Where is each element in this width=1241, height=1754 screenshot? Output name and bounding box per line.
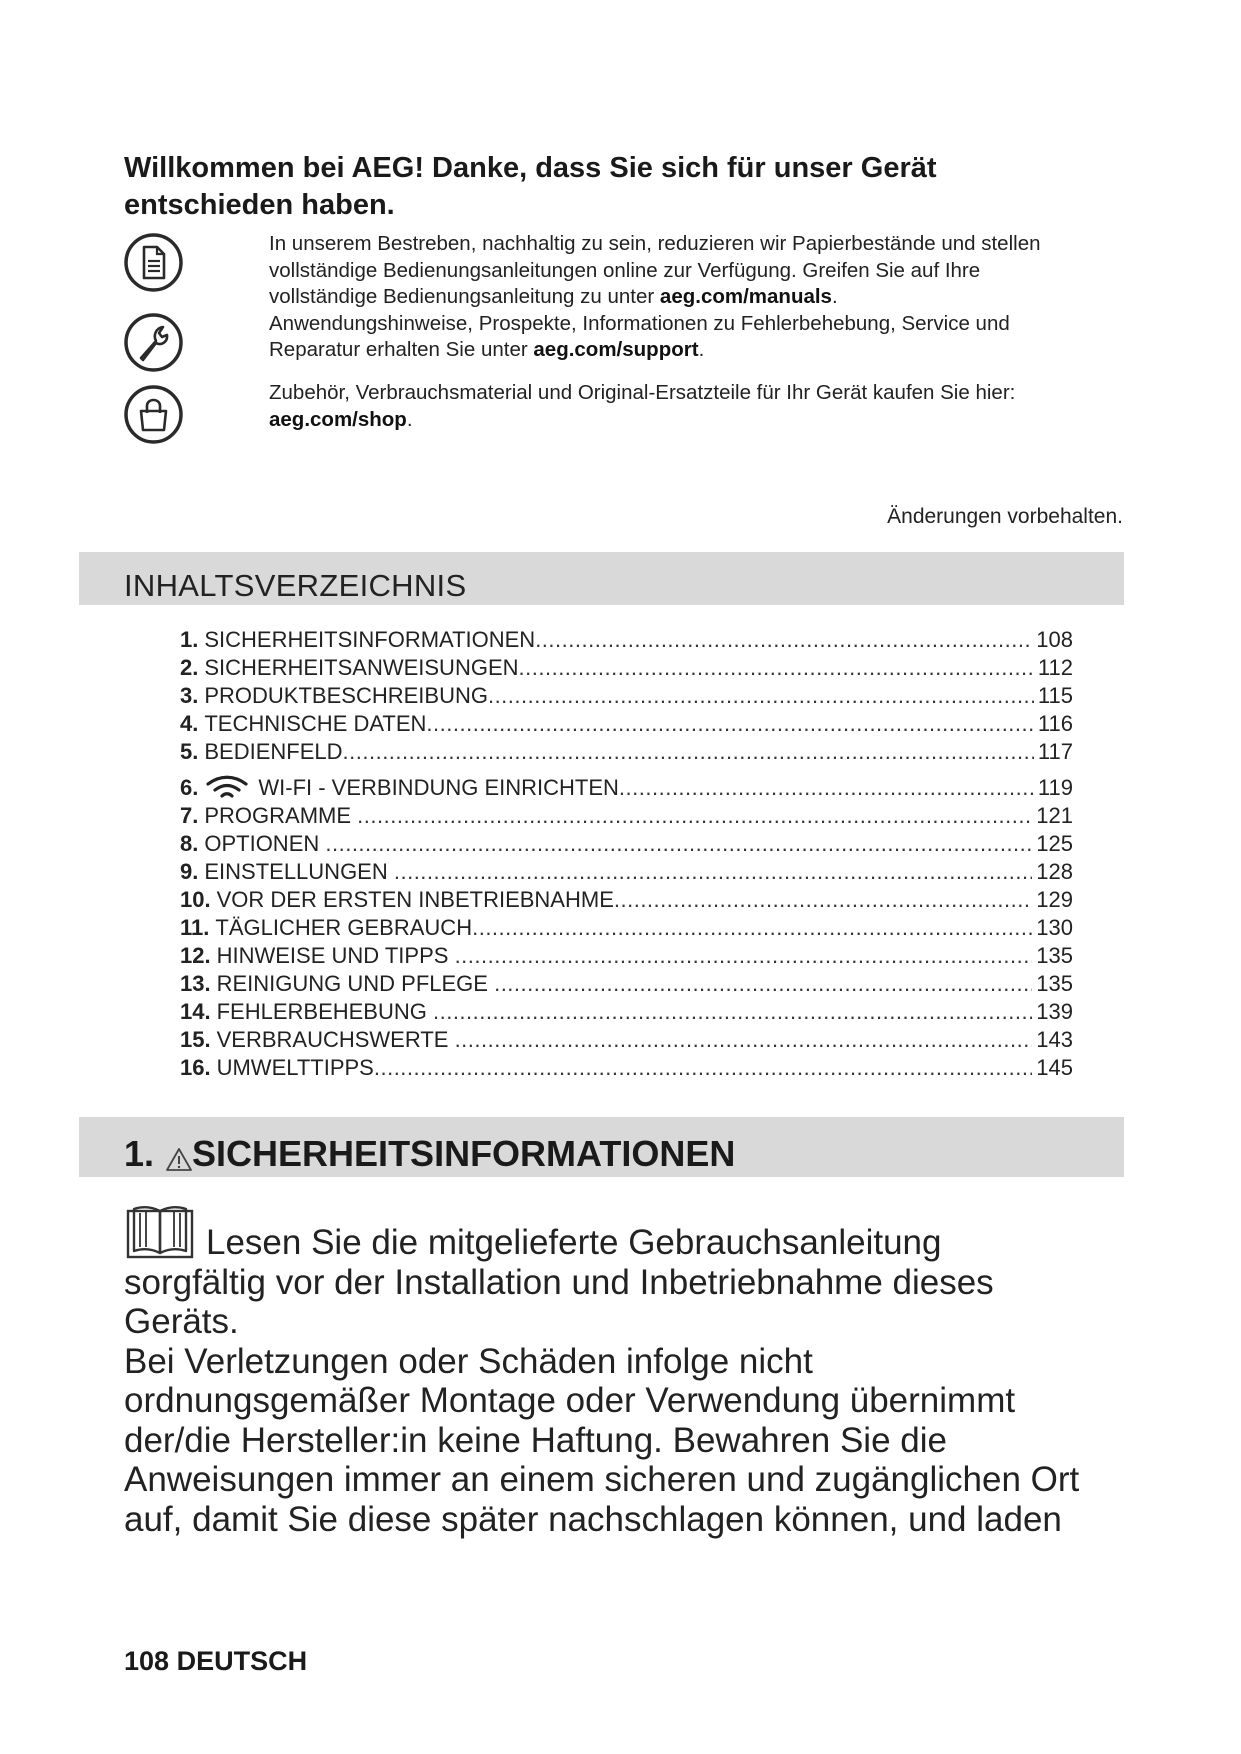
toc-item-number: 1. [180, 627, 199, 652]
manuals-paragraph: In unserem Bestreben, nachhaltig zu sein, reduzieren wir Papierbestände und stellen vollständige Bedienungsanleitungen online zur Verfügung. Greifen Sie auf Ihre vollständige Bedienungsanleitung zu unter aeg.com/manuals. Anwendungshinweise, Prospekte, Informationen zu Fehlerbehebung, Service und Reparatur erhalten Sie unter aeg.com/support. [269, 231, 1129, 364]
wifi-icon [204, 775, 250, 801]
toc-item-leader [614, 887, 1032, 913]
toc-item-label: SICHERHEITSANWEISUNGEN [204, 655, 519, 680]
warning-icon [164, 1140, 194, 1168]
toc-item[interactable] [180, 653, 1073, 681]
safety-heading-number: 1. [124, 1133, 155, 1174]
toc-item-label: FEHLERBEHEBUNG [216, 999, 433, 1024]
toc-item-leader [433, 999, 1032, 1025]
toc-item-label: TECHNISCHE DATEN [204, 711, 427, 736]
toc-item-label: UMWELTTIPPS [216, 1055, 374, 1080]
shop-paragraph: Zubehör, Verbrauchsmaterial und Original-Ersatzteile für Ihr Gerät kaufen Sie hier: aeg.com/shop. [269, 381, 1016, 431]
toc-item-page: 117 [1037, 739, 1073, 764]
toc-item-leader [494, 971, 1032, 997]
toc-item[interactable] [180, 885, 1073, 913]
toc-item[interactable] [180, 829, 1073, 857]
toc-item-number: 3. [180, 683, 199, 708]
toc-item-label: BEDIENFELD [204, 739, 343, 764]
toc-item-page: 119 [1037, 775, 1073, 800]
document-icon [123, 232, 184, 293]
page-footer [124, 1646, 307, 1677]
toc-item-page: 145 [1036, 1055, 1073, 1080]
toc-item[interactable] [180, 709, 1073, 737]
toc-item-leader [343, 739, 1034, 765]
toc-item-number: 10. [180, 887, 211, 912]
toc-item-label: PRODUKTBESCHREIBUNG [204, 683, 488, 708]
toc-item-number: 12. [180, 943, 211, 968]
toc-item-label: EINSTELLUNGEN [204, 859, 394, 884]
manuals-link[interactable]: aeg.com/manuals [659, 285, 832, 308]
toc-item-number: 6. [180, 775, 199, 800]
safety-body: Lesen Sie die mitgelieferte Gebrauchsanleitung sorgfältig vor der Installation und Inbetriebnahme dieses Geräts. Bei Verletzungen oder Schäden infolge nicht ordnungsgemäßer Montage oder Verwendung übernimmt der/die Hersteller:in keine Haftung. Bewahren Sie die Anweisungen immer an einem sicheren und zugänglichen Ort auf, damit Sie diese später nachschlagen können, und laden [124, 1223, 1080, 1539]
welcome-title [124, 150, 1074, 224]
toc-item-leader [535, 627, 1032, 653]
toc-item-number: 5. [180, 739, 199, 764]
toc-item-label: HINWEISE UND TIPPS [216, 943, 455, 968]
toc-item-label: VERBRAUCHSWERTE [216, 1027, 455, 1052]
toc-item-label: VOR DER ERSTEN INBETRIEBNAHME [216, 887, 614, 912]
toc-item-label: TÄGLICHER GEBRAUCH [215, 915, 473, 940]
changes-note: Änderungen vorbehalten. [887, 505, 1123, 528]
toc-item-number: 7. [180, 803, 199, 828]
toc-item[interactable] [180, 737, 1073, 765]
toc-item-page: 139 [1036, 999, 1073, 1024]
toc-item-leader [357, 803, 1032, 829]
toc-item[interactable] [180, 941, 1073, 969]
toc-item-page: 108 [1036, 627, 1073, 652]
toc-item[interactable] [180, 681, 1073, 709]
toc-item-page: 128 [1036, 859, 1073, 884]
toc-item-leader [519, 655, 1034, 681]
toc-item[interactable] [180, 969, 1073, 997]
toc-item[interactable] [180, 1025, 1073, 1053]
footer-language: DEUTSCH [176, 1646, 308, 1676]
table-of-contents [180, 625, 1073, 1081]
toc-item-page: 129 [1036, 887, 1073, 912]
toc-item-leader [455, 1027, 1033, 1053]
toc-item-leader [394, 859, 1032, 885]
toc-item-page: 116 [1037, 711, 1073, 736]
safety-heading-text: SICHERHEITSINFORMATIONEN [192, 1133, 736, 1174]
toc-heading: INHALTSVERZEICHNIS [124, 568, 467, 603]
toc-item-label: WI-FI - VERBINDUNG EINRICHTEN [258, 775, 619, 800]
toc-item-page: 135 [1036, 943, 1073, 968]
toc-item-page: 115 [1037, 683, 1073, 708]
toc-item[interactable] [180, 997, 1073, 1025]
toc-item-page: 125 [1036, 831, 1073, 856]
toc-item[interactable] [180, 765, 1073, 801]
support-link[interactable]: aeg.com/support [533, 338, 699, 361]
toc-item-page: 121 [1036, 803, 1073, 828]
support-paragraph: Anwendungshinweise, Prospekte, Informationen zu Fehlerbehebung, Service und [269, 311, 1010, 335]
toc-item-number: 14. [180, 999, 211, 1024]
toc-item[interactable] [180, 625, 1073, 653]
welcome-title-line2: entschieden haben. [124, 189, 395, 221]
toc-item-leader [374, 1055, 1032, 1081]
toc-item-number: 13. [180, 971, 211, 996]
toc-item-label: PROGRAMME [204, 803, 358, 828]
toc-item-leader [325, 831, 1032, 857]
toc-item-leader [619, 775, 1034, 801]
wrench-icon [123, 312, 184, 373]
shopping-bag-icon [123, 384, 184, 445]
toc-item-leader [426, 711, 1034, 737]
toc-item-page: 112 [1037, 655, 1073, 680]
toc-item[interactable] [180, 857, 1073, 885]
toc-item-leader [472, 915, 1032, 941]
toc-item-page: 143 [1036, 1027, 1073, 1052]
toc-item[interactable] [180, 801, 1073, 829]
toc-item-page: 135 [1036, 971, 1073, 996]
toc-item-label: OPTIONEN [204, 831, 326, 856]
toc-item-label: SICHERHEITSINFORMATIONEN [204, 627, 536, 652]
shop-link[interactable]: aeg.com/shop [269, 407, 407, 431]
page-number: 108 [124, 1646, 170, 1676]
toc-item[interactable] [180, 913, 1073, 941]
toc-item-number: 2. [180, 655, 199, 680]
toc-item-page: 130 [1036, 915, 1073, 940]
toc-item[interactable] [180, 1053, 1073, 1081]
toc-item-leader [488, 683, 1034, 709]
toc-item-number: 16. [180, 1055, 211, 1080]
toc-item-number: 15. [180, 1027, 211, 1052]
welcome-title-line1: Willkommen bei AEG! Danke, dass Sie sich für unser Gerät [124, 152, 937, 184]
toc-item-number: 4. [180, 711, 199, 736]
toc-item-leader [455, 943, 1033, 969]
toc-item-number: 11. [180, 915, 210, 940]
toc-item-label: REINIGUNG UND PFLEGE [216, 971, 495, 996]
toc-item-number: 9. [180, 859, 199, 884]
safety-heading [124, 1133, 735, 1175]
toc-item-number: 8. [180, 831, 199, 856]
